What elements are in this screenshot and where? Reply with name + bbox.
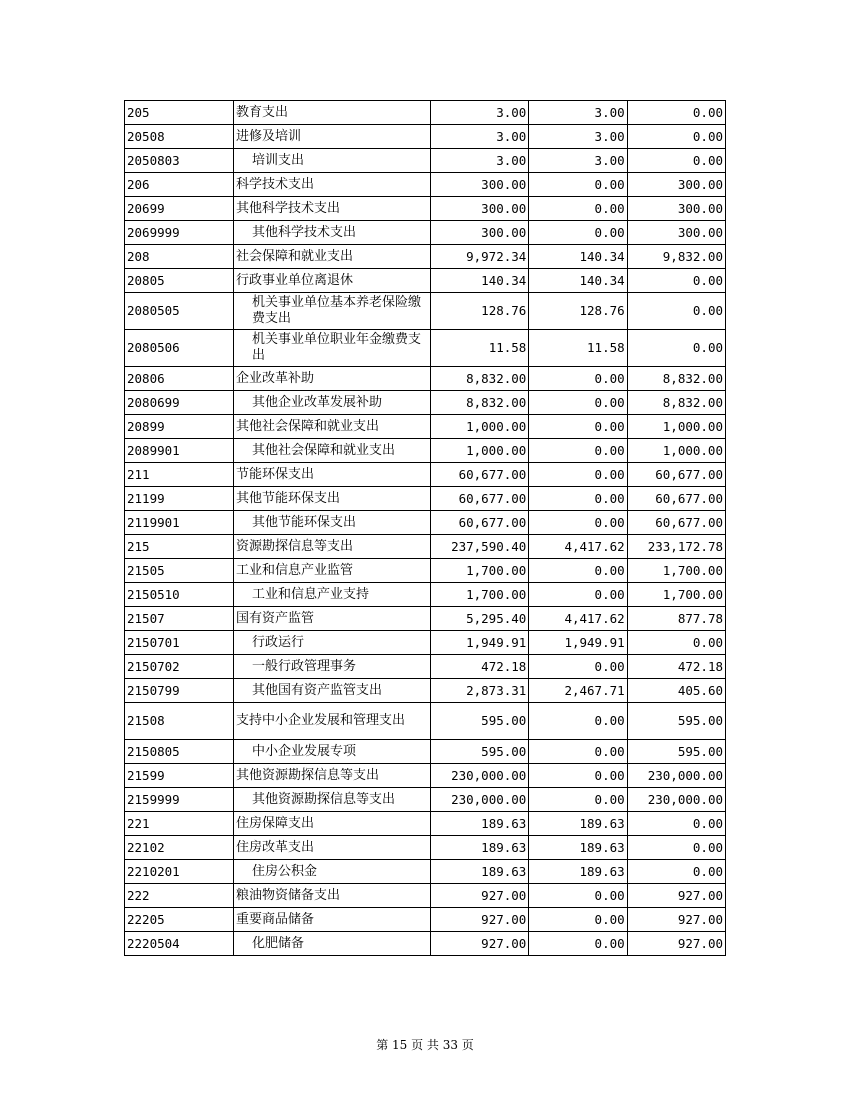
total-amount-cell: 595.00	[431, 703, 529, 740]
basic-expenditure-cell: 0.00	[529, 415, 627, 439]
project-expenditure-cell: 877.78	[627, 607, 725, 631]
subject-name-cell	[234, 221, 431, 245]
subject-code-cell: 21505	[125, 559, 234, 583]
subject-code-cell: 2050803	[125, 149, 234, 173]
project-expenditure-cell: 0.00	[627, 101, 725, 125]
subject-name-cell: 工业和信息产业监管	[234, 559, 431, 583]
total-amount-cell: 927.00	[431, 932, 529, 956]
basic-expenditure-cell: 140.34	[529, 269, 627, 293]
indented-name: 机关事业单位职业年金缴费支出	[252, 332, 422, 363]
subject-code-cell: 20806	[125, 367, 234, 391]
subject-code-cell: 2080505	[125, 293, 234, 330]
total-amount-cell: 1,949.91	[431, 631, 529, 655]
total-amount-cell: 1,000.00	[431, 439, 529, 463]
subject-code-cell: 22102	[125, 836, 234, 860]
project-expenditure-cell: 927.00	[627, 884, 725, 908]
subject-name-cell	[234, 439, 431, 463]
indented-name: 其他社会保障和就业支出	[252, 442, 396, 458]
project-expenditure-cell: 0.00	[627, 631, 725, 655]
table-row	[125, 559, 726, 583]
subject-name-cell: 进修及培训	[234, 125, 431, 149]
total-amount-cell: 5,295.40	[431, 607, 529, 631]
table-row	[125, 367, 726, 391]
project-expenditure-cell: 233,172.78	[627, 535, 725, 559]
subject-name-cell	[234, 655, 431, 679]
subject-name-cell: 国有资产监管	[234, 607, 431, 631]
basic-expenditure-cell: 0.00	[529, 655, 627, 679]
project-expenditure-cell: 230,000.00	[627, 788, 725, 812]
table-row	[125, 860, 726, 884]
total-amount-cell: 60,677.00	[431, 511, 529, 535]
project-expenditure-cell: 60,677.00	[627, 511, 725, 535]
total-amount-cell: 230,000.00	[431, 788, 529, 812]
table-row	[125, 293, 726, 330]
project-expenditure-cell: 0.00	[627, 149, 725, 173]
subject-name-cell: 住房保障支出	[234, 812, 431, 836]
basic-expenditure-cell: 2,467.71	[529, 679, 627, 703]
basic-expenditure-cell: 3.00	[529, 125, 627, 149]
table-row	[125, 679, 726, 703]
subject-name-cell: 企业改革补助	[234, 367, 431, 391]
total-amount-cell: 189.63	[431, 860, 529, 884]
subject-name-cell	[234, 293, 431, 330]
table-row	[125, 788, 726, 812]
table-row	[125, 125, 726, 149]
total-amount-cell: 9,972.34	[431, 245, 529, 269]
subject-name-cell	[234, 631, 431, 655]
subject-name-cell	[234, 330, 431, 367]
table-row	[125, 932, 726, 956]
subject-code-cell: 2150701	[125, 631, 234, 655]
indented-name: 行政运行	[252, 634, 305, 650]
total-amount-cell: 3.00	[431, 125, 529, 149]
subject-code-cell: 21199	[125, 487, 234, 511]
total-amount-cell: 189.63	[431, 812, 529, 836]
subject-code-cell: 20899	[125, 415, 234, 439]
total-amount-cell: 472.18	[431, 655, 529, 679]
subject-code-cell: 2150510	[125, 583, 234, 607]
basic-expenditure-cell: 189.63	[529, 860, 627, 884]
subject-code-cell: 2069999	[125, 221, 234, 245]
table-row	[125, 269, 726, 293]
subject-code-cell: 20699	[125, 197, 234, 221]
subject-code-cell: 205	[125, 101, 234, 125]
subject-name-cell: 支持中小企业发展和管理支出	[234, 703, 431, 740]
subject-code-cell: 20508	[125, 125, 234, 149]
table-row	[125, 812, 726, 836]
total-amount-cell: 927.00	[431, 884, 529, 908]
basic-expenditure-cell: 0.00	[529, 788, 627, 812]
subject-code-cell: 2210201	[125, 860, 234, 884]
indented-name: 住房公积金	[252, 863, 318, 879]
total-amount-cell: 1,700.00	[431, 583, 529, 607]
subject-name-cell: 住房改革支出	[234, 836, 431, 860]
project-expenditure-cell: 300.00	[627, 173, 725, 197]
subject-code-cell: 2119901	[125, 511, 234, 535]
subject-code-cell: 2080699	[125, 391, 234, 415]
subject-code-cell: 2159999	[125, 788, 234, 812]
subject-name-cell: 社会保障和就业支出	[234, 245, 431, 269]
project-expenditure-cell: 60,677.00	[627, 463, 725, 487]
project-expenditure-cell: 472.18	[627, 655, 725, 679]
subject-name-cell: 重要商品储备	[234, 908, 431, 932]
project-expenditure-cell: 60,677.00	[627, 487, 725, 511]
basic-expenditure-cell: 4,417.62	[529, 607, 627, 631]
indented-name: 工业和信息产业支持	[252, 586, 370, 602]
subject-code-cell: 221	[125, 812, 234, 836]
project-expenditure-cell: 927.00	[627, 908, 725, 932]
total-amount-cell: 60,677.00	[431, 487, 529, 511]
total-amount-cell: 1,700.00	[431, 559, 529, 583]
table-row	[125, 330, 726, 367]
total-amount-cell: 595.00	[431, 740, 529, 764]
table-row	[125, 439, 726, 463]
subject-name-cell	[234, 511, 431, 535]
project-expenditure-cell: 1,700.00	[627, 559, 725, 583]
basic-expenditure-cell: 140.34	[529, 245, 627, 269]
project-expenditure-cell: 9,832.00	[627, 245, 725, 269]
project-expenditure-cell: 0.00	[627, 330, 725, 367]
subject-code-cell: 211	[125, 463, 234, 487]
project-expenditure-cell: 595.00	[627, 740, 725, 764]
table-row	[125, 631, 726, 655]
basic-expenditure-cell: 0.00	[529, 391, 627, 415]
subject-name-cell	[234, 788, 431, 812]
basic-expenditure-cell: 0.00	[529, 173, 627, 197]
total-amount-cell: 3.00	[431, 101, 529, 125]
indented-name: 化肥储备	[252, 935, 305, 951]
indented-name: 其他企业改革发展补助	[252, 394, 383, 410]
project-expenditure-cell: 300.00	[627, 221, 725, 245]
table-row	[125, 511, 726, 535]
basic-expenditure-cell: 0.00	[529, 583, 627, 607]
total-amount-cell: 1,000.00	[431, 415, 529, 439]
table-row	[125, 391, 726, 415]
basic-expenditure-cell: 0.00	[529, 511, 627, 535]
total-amount-cell: 230,000.00	[431, 764, 529, 788]
subject-name-cell: 其他社会保障和就业支出	[234, 415, 431, 439]
subject-name-cell	[234, 932, 431, 956]
total-amount-cell: 11.58	[431, 330, 529, 367]
total-amount-cell: 300.00	[431, 221, 529, 245]
project-expenditure-cell: 300.00	[627, 197, 725, 221]
subject-name-cell: 教育支出	[234, 101, 431, 125]
basic-expenditure-cell: 0.00	[529, 463, 627, 487]
project-expenditure-cell: 595.00	[627, 703, 725, 740]
project-expenditure-cell: 1,700.00	[627, 583, 725, 607]
basic-expenditure-cell: 0.00	[529, 740, 627, 764]
project-expenditure-cell: 1,000.00	[627, 439, 725, 463]
basic-expenditure-cell: 0.00	[529, 884, 627, 908]
indented-name: 其他节能环保支出	[252, 514, 357, 530]
subject-code-cell: 2150702	[125, 655, 234, 679]
table-row	[125, 764, 726, 788]
subject-code-cell: 206	[125, 173, 234, 197]
table-row	[125, 740, 726, 764]
subject-code-cell: 2220504	[125, 932, 234, 956]
table-row	[125, 655, 726, 679]
basic-expenditure-cell: 0.00	[529, 221, 627, 245]
basic-expenditure-cell: 128.76	[529, 293, 627, 330]
expenditure-table	[124, 100, 726, 956]
project-expenditure-cell: 0.00	[627, 836, 725, 860]
project-expenditure-cell: 0.00	[627, 812, 725, 836]
basic-expenditure-cell: 0.00	[529, 487, 627, 511]
project-expenditure-cell: 0.00	[627, 293, 725, 330]
basic-expenditure-cell: 0.00	[529, 908, 627, 932]
subject-code-cell: 2150799	[125, 679, 234, 703]
subject-code-cell: 2089901	[125, 439, 234, 463]
indented-name: 培训支出	[252, 152, 305, 168]
basic-expenditure-cell: 11.58	[529, 330, 627, 367]
subject-name-cell: 行政事业单位离退休	[234, 269, 431, 293]
total-amount-cell: 60,677.00	[431, 463, 529, 487]
subject-code-cell: 20805	[125, 269, 234, 293]
project-expenditure-cell: 0.00	[627, 860, 725, 884]
project-expenditure-cell: 8,832.00	[627, 391, 725, 415]
subject-name-cell: 其他资源勘探信息等支出	[234, 764, 431, 788]
subject-name-cell: 节能环保支出	[234, 463, 431, 487]
table-row	[125, 607, 726, 631]
subject-name-cell	[234, 391, 431, 415]
table-row	[125, 173, 726, 197]
table-row	[125, 908, 726, 932]
table-row	[125, 101, 726, 125]
subject-code-cell: 215	[125, 535, 234, 559]
table-row	[125, 487, 726, 511]
total-amount-cell: 300.00	[431, 197, 529, 221]
subject-name-cell: 其他节能环保支出	[234, 487, 431, 511]
basic-expenditure-cell: 4,417.62	[529, 535, 627, 559]
total-amount-cell: 3.00	[431, 149, 529, 173]
project-expenditure-cell: 8,832.00	[627, 367, 725, 391]
subject-code-cell: 222	[125, 884, 234, 908]
basic-expenditure-cell: 1,949.91	[529, 631, 627, 655]
basic-expenditure-cell: 0.00	[529, 559, 627, 583]
total-amount-cell: 927.00	[431, 908, 529, 932]
basic-expenditure-cell: 3.00	[529, 149, 627, 173]
subject-code-cell: 2150805	[125, 740, 234, 764]
subject-name-cell	[234, 679, 431, 703]
basic-expenditure-cell: 0.00	[529, 197, 627, 221]
page-footer: 第 15 页 共 33 页	[376, 1038, 474, 1052]
basic-expenditure-cell: 0.00	[529, 439, 627, 463]
subject-name-cell	[234, 860, 431, 884]
subject-name-cell	[234, 583, 431, 607]
indented-name: 其他科学技术支出	[252, 224, 357, 240]
table-body	[125, 101, 726, 956]
project-expenditure-cell: 405.60	[627, 679, 725, 703]
subject-name-cell: 资源勘探信息等支出	[234, 535, 431, 559]
subject-name-cell	[234, 149, 431, 173]
basic-expenditure-cell: 0.00	[529, 703, 627, 740]
total-amount-cell: 8,832.00	[431, 367, 529, 391]
basic-expenditure-cell: 0.00	[529, 367, 627, 391]
total-amount-cell: 128.76	[431, 293, 529, 330]
subject-name-cell: 科学技术支出	[234, 173, 431, 197]
table-row	[125, 703, 726, 740]
subject-code-cell: 21599	[125, 764, 234, 788]
project-expenditure-cell: 1,000.00	[627, 415, 725, 439]
total-amount-cell: 2,873.31	[431, 679, 529, 703]
subject-code-cell: 208	[125, 245, 234, 269]
project-expenditure-cell: 0.00	[627, 269, 725, 293]
table-row	[125, 884, 726, 908]
total-amount-cell: 140.34	[431, 269, 529, 293]
total-amount-cell: 8,832.00	[431, 391, 529, 415]
subject-name-cell: 其他科学技术支出	[234, 197, 431, 221]
indented-name: 机关事业单位基本养老保险缴费支出	[252, 295, 422, 326]
basic-expenditure-cell: 189.63	[529, 836, 627, 860]
total-amount-cell: 237,590.40	[431, 535, 529, 559]
table-row	[125, 583, 726, 607]
total-amount-cell: 300.00	[431, 173, 529, 197]
table-row	[125, 197, 726, 221]
subject-code-cell: 22205	[125, 908, 234, 932]
indented-name: 中小企业发展专项	[252, 743, 357, 759]
table-row	[125, 463, 726, 487]
subject-code-cell: 2080506	[125, 330, 234, 367]
basic-expenditure-cell: 0.00	[529, 764, 627, 788]
table-row	[125, 245, 726, 269]
subject-code-cell: 21508	[125, 703, 234, 740]
subject-name-cell: 粮油物资储备支出	[234, 884, 431, 908]
table-row	[125, 415, 726, 439]
table-row	[125, 221, 726, 245]
basic-expenditure-cell: 3.00	[529, 101, 627, 125]
indented-name: 其他国有资产监管支出	[252, 682, 383, 698]
table-row	[125, 535, 726, 559]
project-expenditure-cell: 927.00	[627, 932, 725, 956]
basic-expenditure-cell: 189.63	[529, 812, 627, 836]
indented-name: 其他资源勘探信息等支出	[252, 791, 396, 807]
indented-name: 一般行政管理事务	[252, 658, 357, 674]
total-amount-cell: 189.63	[431, 836, 529, 860]
project-expenditure-cell: 230,000.00	[627, 764, 725, 788]
project-expenditure-cell: 0.00	[627, 125, 725, 149]
table-row	[125, 836, 726, 860]
subject-name-cell	[234, 740, 431, 764]
basic-expenditure-cell: 0.00	[529, 932, 627, 956]
subject-code-cell: 21507	[125, 607, 234, 631]
table-row	[125, 149, 726, 173]
budget-table-page	[124, 100, 726, 956]
